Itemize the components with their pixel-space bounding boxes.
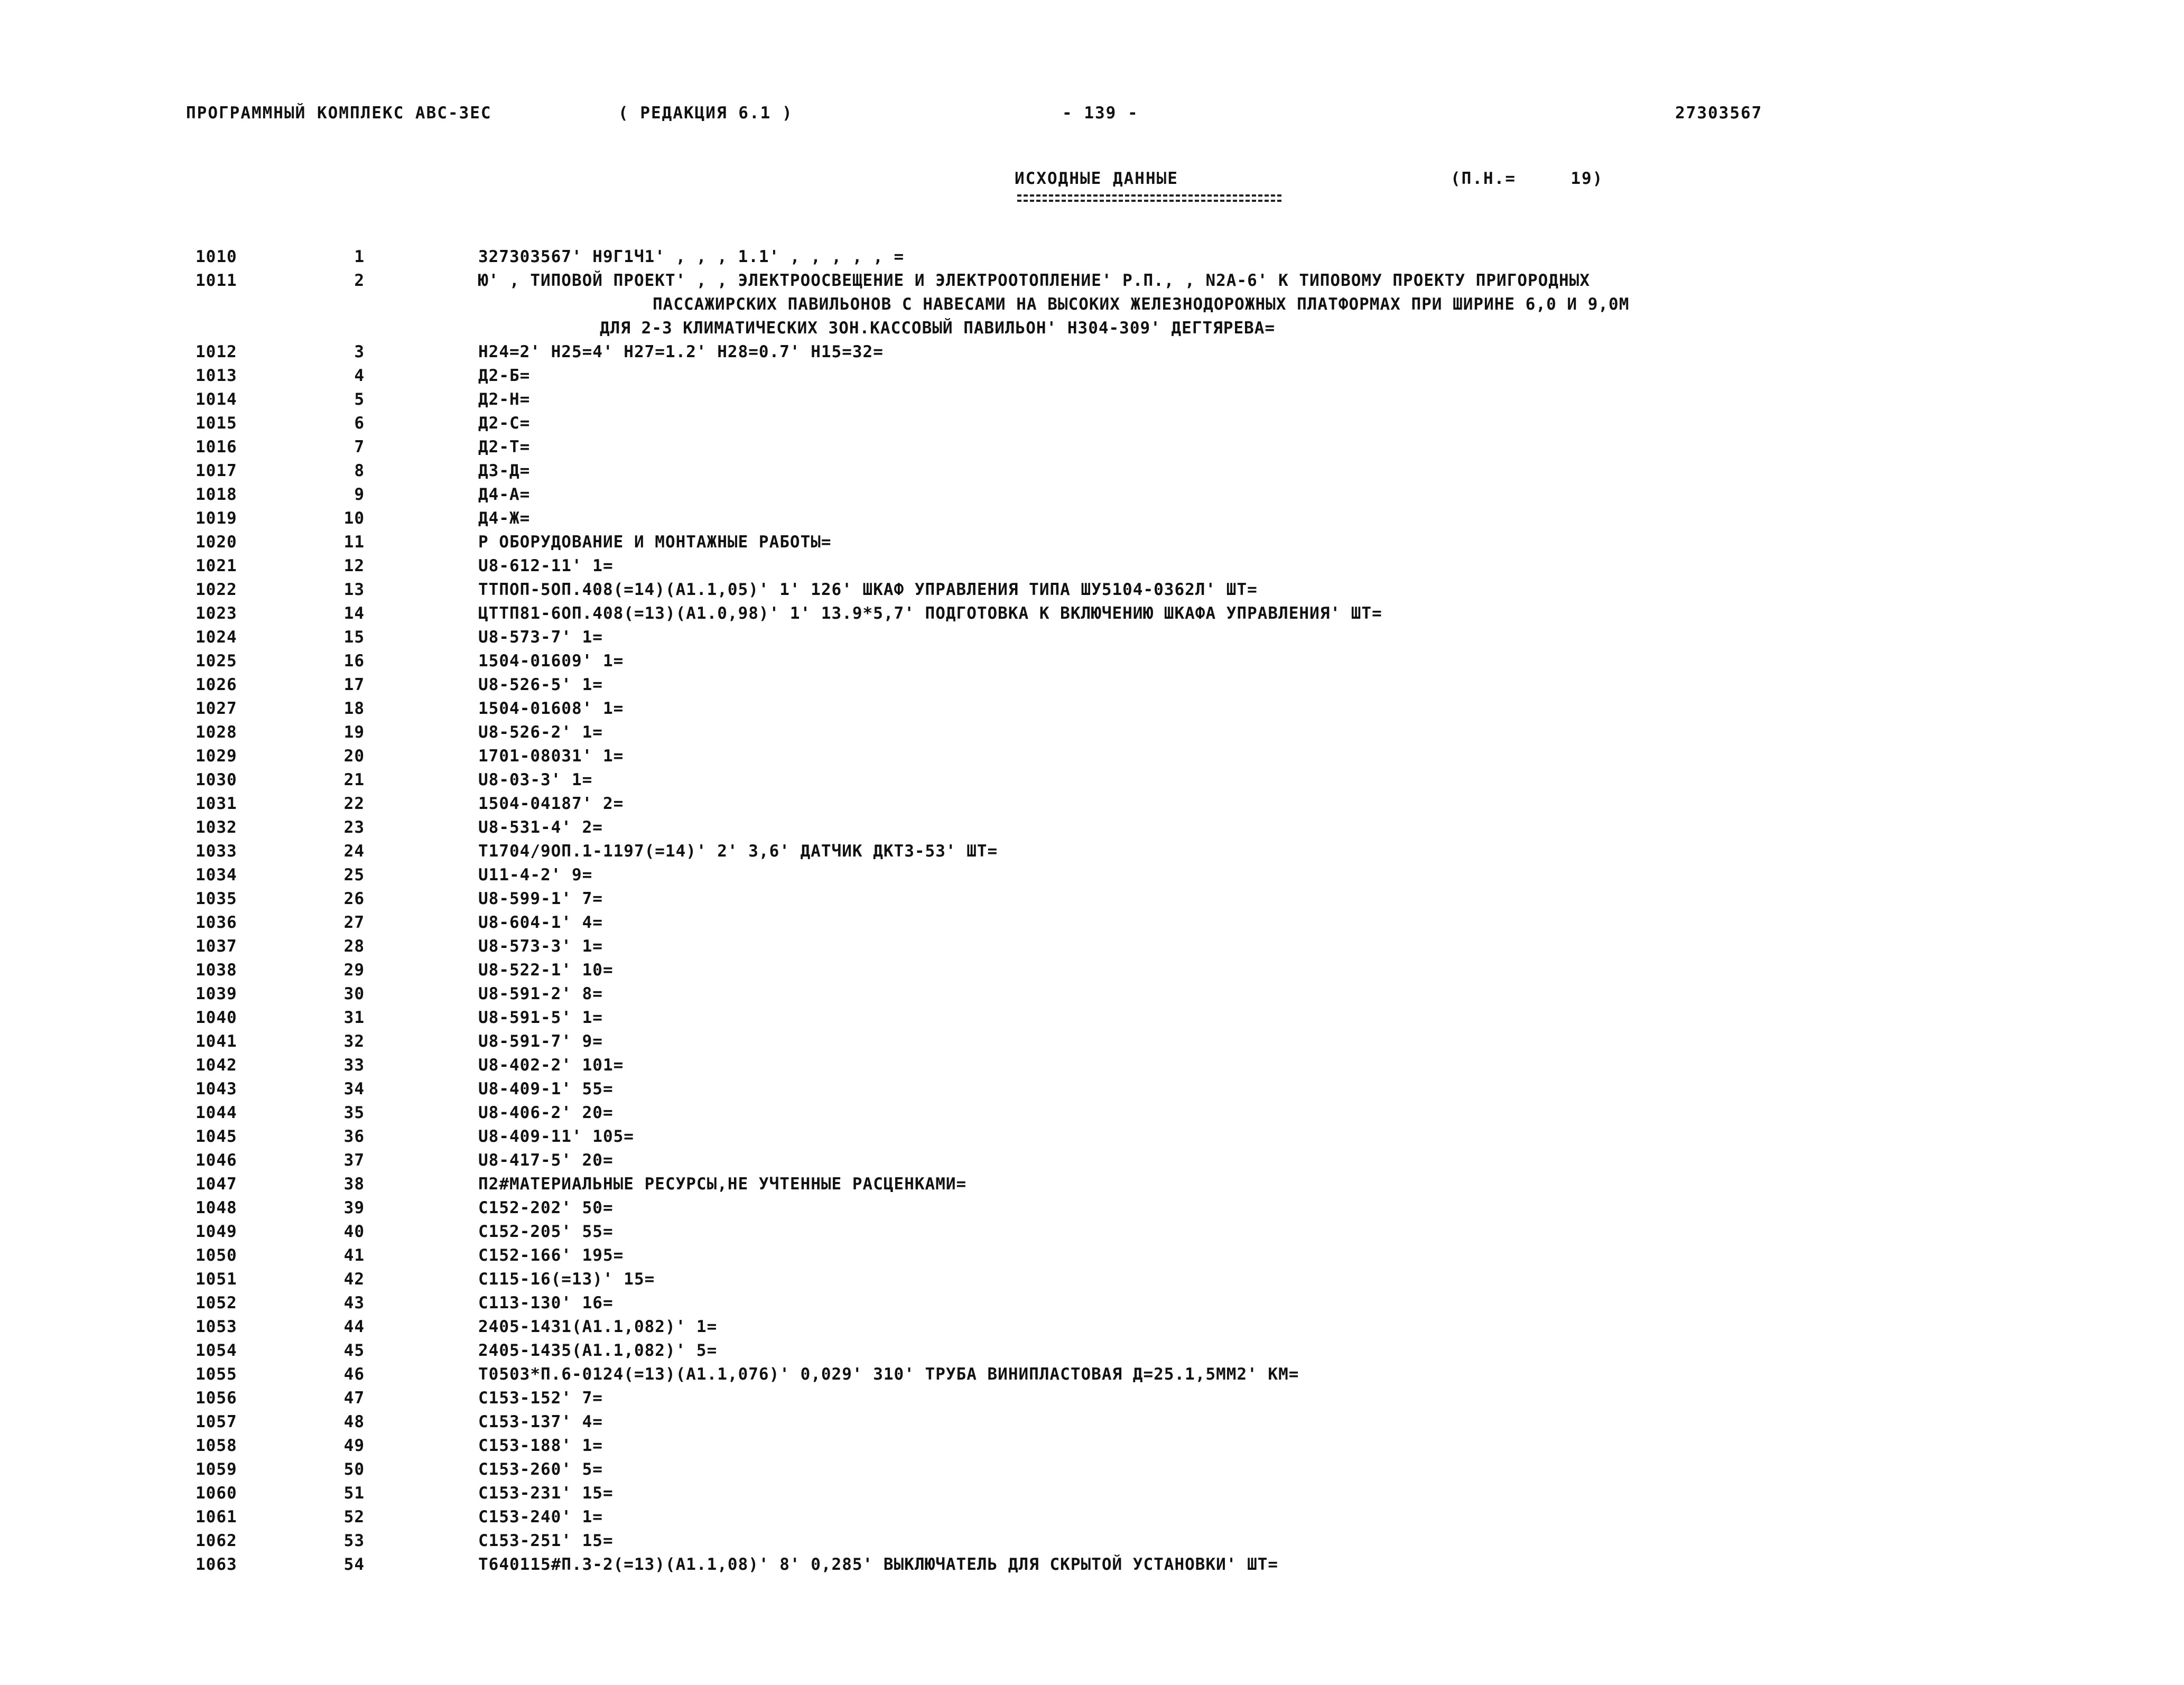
listing-row xyxy=(185,342,2130,366)
row-text: Д4-А= xyxy=(478,485,531,504)
sequence-number: 9 xyxy=(354,485,365,504)
sequence-number: 38 xyxy=(343,1175,365,1194)
row-text: U8-573-7' 1= xyxy=(478,628,603,647)
row-text: U8-409-1' 55= xyxy=(478,1079,614,1098)
listing-row xyxy=(185,556,2130,580)
sequence-number: 32 xyxy=(343,1032,365,1051)
row-text: 2405-1435(А1.1,082)' 5= xyxy=(478,1341,718,1360)
listing-row xyxy=(185,1365,2130,1389)
sequence-number: 7 xyxy=(354,437,365,457)
row-text: Д3-Д= xyxy=(478,461,531,480)
listing-continuation-line xyxy=(185,319,2130,342)
line-number: 1025 xyxy=(196,651,237,671)
sequence-number: 4 xyxy=(354,366,365,385)
row-text: U8-417-5' 20= xyxy=(478,1151,614,1170)
row-text: С152-205' 55= xyxy=(478,1222,614,1241)
row-text: U8-402-2' 101= xyxy=(478,1056,624,1075)
listing-row xyxy=(185,1270,2130,1293)
listing-row xyxy=(185,1531,2130,1555)
row-text: U8-531-4' 2= xyxy=(478,818,603,837)
pn-value: 19) xyxy=(1570,169,1604,188)
row-text: U8-526-2' 1= xyxy=(478,723,603,742)
sequence-number: 15 xyxy=(343,628,365,647)
sequence-number: 27 xyxy=(343,913,365,932)
pn-label xyxy=(1451,169,1603,188)
sequence-number: 3 xyxy=(354,342,365,361)
listing-row xyxy=(185,1151,2130,1175)
row-text: ДЛЯ 2-3 КЛИМАТИЧЕСКИХ ЗОН.КАССОВЫЙ ПАВИЛЬОН' Н304-309' ДЕГТЯРЕВА= xyxy=(600,319,1276,338)
line-number: 1033 xyxy=(196,842,237,861)
listing-row xyxy=(185,651,2130,675)
sequence-number: 30 xyxy=(343,984,365,1003)
line-number: 1060 xyxy=(196,1484,237,1503)
listing-row xyxy=(185,271,2130,295)
sequence-number: 10 xyxy=(343,509,365,528)
listing-row xyxy=(185,247,2130,271)
listing-row xyxy=(185,1056,2130,1079)
listing-row xyxy=(185,580,2130,604)
line-number: 1026 xyxy=(196,675,237,694)
line-number: 1037 xyxy=(196,937,237,956)
row-text: Д2-Т= xyxy=(478,437,531,457)
row-text: ПАССАЖИРСКИХ ПАВИЛЬОНОВ С НАВЕСАМИ НА ВЫСОКИХ ЖЕЛЕЗНОДОРОЖНЫХ ПЛАТФОРМАХ ПРИ ШИРИНЕ 6,0 И 9,0М xyxy=(653,295,1630,314)
line-number: 1038 xyxy=(196,961,237,980)
line-number: 1030 xyxy=(196,770,237,789)
listing-row xyxy=(185,1507,2130,1531)
line-number: 1048 xyxy=(196,1198,237,1217)
line-number: 1015 xyxy=(196,414,237,433)
sequence-number: 18 xyxy=(343,699,365,718)
line-number: 1061 xyxy=(196,1507,237,1526)
listing-row xyxy=(185,770,2130,794)
line-number: 1011 xyxy=(196,271,237,290)
listing-row xyxy=(185,628,2130,651)
listing-row xyxy=(185,1222,2130,1246)
line-number: 1058 xyxy=(196,1436,237,1455)
row-text: С153-260' 5= xyxy=(478,1460,603,1479)
line-number: 1035 xyxy=(196,889,237,908)
sequence-number: 21 xyxy=(343,770,365,789)
row-text: U8-522-1' 10= xyxy=(478,961,614,980)
line-number: 1023 xyxy=(196,604,237,623)
line-number: 1019 xyxy=(196,509,237,528)
line-number: 1057 xyxy=(196,1412,237,1431)
sequence-number: 37 xyxy=(343,1151,365,1170)
document-number: 27303567 xyxy=(1675,104,1763,123)
line-number: 1021 xyxy=(196,556,237,575)
listing-row xyxy=(185,485,2130,509)
listing-row xyxy=(185,1484,2130,1507)
listing-row xyxy=(185,865,2130,889)
row-text: С153-137' 4= xyxy=(478,1412,603,1431)
listing-row xyxy=(185,533,2130,556)
row-text: С153-251' 15= xyxy=(478,1531,614,1550)
sequence-number: 43 xyxy=(343,1293,365,1312)
listing-row xyxy=(185,1389,2130,1412)
row-text: С115-16(=13)' 15= xyxy=(478,1270,655,1289)
listing-row xyxy=(185,1127,2130,1151)
sequence-number: 39 xyxy=(343,1198,365,1217)
listing-row xyxy=(185,509,2130,533)
program-title: ПРОГРАММНЫЙ КОМПЛЕКС АВС-3ЕС xyxy=(186,104,492,123)
row-text: С152-166' 195= xyxy=(478,1246,624,1265)
line-number: 1034 xyxy=(196,865,237,885)
line-number: 1059 xyxy=(196,1460,237,1479)
sequence-number: 16 xyxy=(343,651,365,671)
pn-label-text: (П.Н.= xyxy=(1451,169,1516,188)
row-text: Д2-Н= xyxy=(478,390,531,409)
row-text: 327303567' Н9Г1Ч1' , , , 1.1' , , , , , = xyxy=(478,247,905,266)
sequence-number: 11 xyxy=(343,533,365,552)
listing-row xyxy=(185,604,2130,628)
sequence-number: 36 xyxy=(343,1127,365,1146)
line-number: 1031 xyxy=(196,794,237,813)
listing-row xyxy=(185,794,2130,818)
row-text: 1504-01609' 1= xyxy=(478,651,624,671)
line-number: 1063 xyxy=(196,1555,237,1574)
sequence-number: 50 xyxy=(343,1460,365,1479)
row-text: ЦТТП81-6ОП.408(=13)(А1.0,98)' 1' 13.9*5,7' ПОДГОТОВКА К ВКЛЮЧЕНИЮ ШКАФА УПРАВЛЕНИЯ' ШТ= xyxy=(478,604,1382,623)
sequence-number: 45 xyxy=(343,1341,365,1360)
listing-continuation-line xyxy=(185,295,2130,319)
sequence-number: 42 xyxy=(343,1270,365,1289)
line-number: 1056 xyxy=(196,1389,237,1408)
row-text: U8-599-1' 7= xyxy=(478,889,603,908)
listing-row xyxy=(185,1412,2130,1436)
row-text: U8-03-3' 1= xyxy=(478,770,593,789)
row-text: Р ОБОРУДОВАНИЕ И МОНТАЖНЫЕ РАБОТЫ= xyxy=(478,533,832,552)
line-number: 1010 xyxy=(196,247,237,266)
line-number: 1053 xyxy=(196,1317,237,1336)
listing-row xyxy=(185,984,2130,1008)
line-number: 1020 xyxy=(196,533,237,552)
line-number: 1054 xyxy=(196,1341,237,1360)
line-number: 1024 xyxy=(196,628,237,647)
line-number: 1044 xyxy=(196,1103,237,1122)
sequence-number: 12 xyxy=(343,556,365,575)
sequence-number: 13 xyxy=(343,580,365,599)
data-listing xyxy=(185,247,2130,1579)
sequence-number: 53 xyxy=(343,1531,365,1550)
page-number: - 139 - xyxy=(1062,104,1139,123)
line-number: 1018 xyxy=(196,485,237,504)
row-text: 1504-01608' 1= xyxy=(478,699,624,718)
line-number: 1029 xyxy=(196,747,237,766)
row-text: Ю' , ТИПОВОЙ ПРОЕКТ' , , ЭЛЕКТРООСВЕЩЕНИЕ И ЭЛЕКТРООТОПЛЕНИЕ' Р.П., , N2А-6' К ТИПОВОМУ ПРОЕКТУ ПРИГОРОДНЫХ xyxy=(478,271,1591,290)
row-text: U11-4-2' 9= xyxy=(478,865,593,885)
line-number: 1017 xyxy=(196,461,237,480)
sequence-number: 2 xyxy=(354,271,365,290)
line-number: 1043 xyxy=(196,1079,237,1098)
listing-row xyxy=(185,675,2130,699)
listing-row xyxy=(185,818,2130,842)
edition-label: ( РЕДАКЦИЯ 6.1 ) xyxy=(618,104,793,123)
line-number: 1049 xyxy=(196,1222,237,1241)
listing-row xyxy=(185,414,2130,437)
listing-row xyxy=(185,1079,2130,1103)
row-text: U8-591-2' 8= xyxy=(478,984,603,1003)
title-underline xyxy=(1017,194,1281,197)
line-number: 1042 xyxy=(196,1056,237,1075)
line-number: 1039 xyxy=(196,984,237,1003)
line-number: 1013 xyxy=(196,366,237,385)
sequence-number: 1 xyxy=(354,247,365,266)
row-text: U8-612-11' 1= xyxy=(478,556,614,575)
listing-row xyxy=(185,937,2130,961)
sequence-number: 26 xyxy=(343,889,365,908)
line-number: 1050 xyxy=(196,1246,237,1265)
sequence-number: 48 xyxy=(343,1412,365,1431)
line-number: 1028 xyxy=(196,723,237,742)
line-number: 1045 xyxy=(196,1127,237,1146)
row-text: Д2-С= xyxy=(478,414,531,433)
sequence-number: 33 xyxy=(343,1056,365,1075)
line-number: 1014 xyxy=(196,390,237,409)
listing-row xyxy=(185,366,2130,390)
line-number: 1022 xyxy=(196,580,237,599)
row-text: С153-231' 15= xyxy=(478,1484,614,1503)
line-number: 1051 xyxy=(196,1270,237,1289)
listing-row xyxy=(185,723,2130,747)
row-text: ТТПОП-5ОП.408(=14)(А1.1,05)' 1' 126' ШКАФ УПРАВЛЕНИЯ ТИПА ШУ5104-0362Л' ШТ= xyxy=(478,580,1258,599)
sequence-number: 20 xyxy=(343,747,365,766)
row-text: U8-409-11' 105= xyxy=(478,1127,634,1146)
row-text: Т640115#П.3-2(=13)(А1.1,08)' 8' 0,285' ВЫКЛЮЧАТЕЛЬ ДЛЯ СКРЫТОЙ УСТАНОВКИ' ШТ= xyxy=(478,1555,1279,1574)
listing-row xyxy=(185,437,2130,461)
sequence-number: 5 xyxy=(354,390,365,409)
row-text: U8-526-5' 1= xyxy=(478,675,603,694)
line-number: 1062 xyxy=(196,1531,237,1550)
row-text: П2#МАТЕРИАЛЬНЫЕ РЕСУРСЫ,НЕ УЧТЕННЫЕ РАСЦЕНКАМИ= xyxy=(478,1175,967,1194)
listing-row xyxy=(185,1317,2130,1341)
row-text: 1504-04187' 2= xyxy=(478,794,624,813)
sequence-number: 31 xyxy=(343,1008,365,1027)
listing-row xyxy=(185,1341,2130,1365)
listing-row xyxy=(185,1198,2130,1222)
sequence-number: 35 xyxy=(343,1103,365,1122)
title-underline-second xyxy=(1017,200,1281,202)
sequence-number: 28 xyxy=(343,937,365,956)
sequence-number: 44 xyxy=(343,1317,365,1336)
sequence-number: 17 xyxy=(343,675,365,694)
listing-row xyxy=(185,1175,2130,1198)
row-text: С113-130' 16= xyxy=(478,1293,614,1312)
listing-row xyxy=(185,842,2130,865)
row-text: 2405-1431(А1.1,082)' 1= xyxy=(478,1317,718,1336)
row-text: 1701-08031' 1= xyxy=(478,747,624,766)
row-text: U8-591-7' 9= xyxy=(478,1032,603,1051)
sequence-number: 29 xyxy=(343,961,365,980)
sequence-number: 40 xyxy=(343,1222,365,1241)
listing-row xyxy=(185,1032,2130,1056)
row-text: С153-152' 7= xyxy=(478,1389,603,1408)
sequence-number: 14 xyxy=(343,604,365,623)
section-title: ИСХОДНЫЕ ДАННЫЕ xyxy=(1015,169,1178,188)
listing-row xyxy=(185,1460,2130,1484)
row-text: Т1704/9ОП.1-1197(=14)' 2' 3,6' ДАТЧИК ДКТ3-53' ШТ= xyxy=(478,842,998,861)
line-number: 1036 xyxy=(196,913,237,932)
line-number: 1055 xyxy=(196,1365,237,1384)
row-text: U8-591-5' 1= xyxy=(478,1008,603,1027)
listing-row xyxy=(185,390,2130,414)
sequence-number: 19 xyxy=(343,723,365,742)
row-text: Т0503*П.6-0124(=13)(А1.1,076)' 0,029' 310' ТРУБА ВИНИПЛАСТОВАЯ Д=25.1,5ММ2' КМ= xyxy=(478,1365,1299,1384)
sequence-number: 24 xyxy=(343,842,365,861)
listing-row xyxy=(185,747,2130,770)
line-number: 1012 xyxy=(196,342,237,361)
listing-row xyxy=(185,1555,2130,1579)
row-text: С153-188' 1= xyxy=(478,1436,603,1455)
line-number: 1046 xyxy=(196,1151,237,1170)
listing-row xyxy=(185,461,2130,485)
line-number: 1052 xyxy=(196,1293,237,1312)
listing-row xyxy=(185,889,2130,913)
row-text: U8-604-1' 4= xyxy=(478,913,603,932)
sequence-number: 22 xyxy=(343,794,365,813)
sequence-number: 52 xyxy=(343,1507,365,1526)
sequence-number: 25 xyxy=(343,865,365,885)
listing-row xyxy=(185,699,2130,723)
line-number: 1016 xyxy=(196,437,237,457)
listing-row xyxy=(185,1436,2130,1460)
line-number: 1032 xyxy=(196,818,237,837)
listing-row xyxy=(185,961,2130,984)
sequence-number: 46 xyxy=(343,1365,365,1384)
line-number: 1040 xyxy=(196,1008,237,1027)
line-number: 1027 xyxy=(196,699,237,718)
listing-row xyxy=(185,1246,2130,1270)
sequence-number: 54 xyxy=(343,1555,365,1574)
sequence-number: 23 xyxy=(343,818,365,837)
sequence-number: 51 xyxy=(343,1484,365,1503)
line-number: 1047 xyxy=(196,1175,237,1194)
listing-row xyxy=(185,913,2130,937)
sequence-number: 49 xyxy=(343,1436,365,1455)
sequence-number: 47 xyxy=(343,1389,365,1408)
sequence-number: 6 xyxy=(354,414,365,433)
listing-row xyxy=(185,1293,2130,1317)
listing-row xyxy=(185,1103,2130,1127)
row-text: Д4-Ж= xyxy=(478,509,531,528)
listing-row xyxy=(185,1008,2130,1032)
row-text: С153-240' 1= xyxy=(478,1507,603,1526)
row-text: С152-202' 50= xyxy=(478,1198,614,1217)
row-text: U8-573-3' 1= xyxy=(478,937,603,956)
line-number: 1041 xyxy=(196,1032,237,1051)
row-text: Д2-Б= xyxy=(478,366,531,385)
sequence-number: 41 xyxy=(343,1246,365,1265)
row-text: Н24=2' Н25=4' Н27=1.2' Н28=0.7' Н15=32= xyxy=(478,342,884,361)
sequence-number: 8 xyxy=(354,461,365,480)
row-text: U8-406-2' 20= xyxy=(478,1103,614,1122)
sequence-number: 34 xyxy=(343,1079,365,1098)
